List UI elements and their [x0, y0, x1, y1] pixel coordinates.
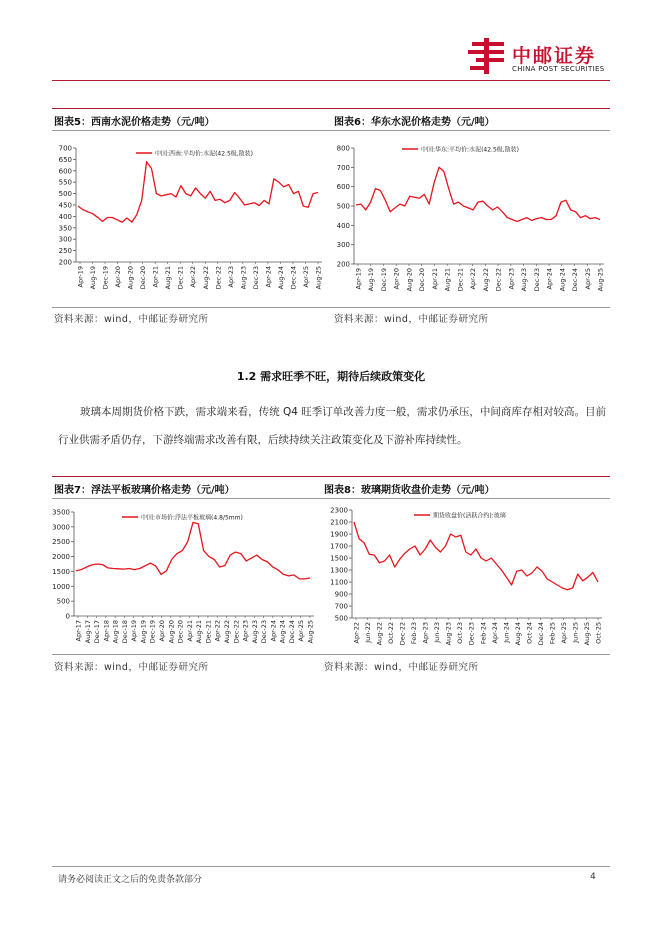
x-tick-label: Dec-24 [287, 620, 296, 644]
logo-en-text: CHINA POST SECURITIES [512, 65, 605, 73]
x-tick-label: Aug-25 [596, 268, 605, 292]
x-tick-label: Dec-23 [467, 622, 476, 646]
x-tick-label: Dec-21 [176, 266, 185, 290]
fig-row1-title-rule [52, 130, 610, 131]
x-tick-label: Dec-18 [120, 620, 129, 644]
legend-label: 期货收盘价(活跃合约):玻璃 [433, 512, 506, 520]
x-tick-label: Feb-24 [479, 622, 488, 645]
x-tick-label: Aug-22 [481, 268, 490, 292]
legend-label: 中国:华东:平均价:水泥(42.5级,散装) [421, 146, 520, 154]
y-tick-label: 1500 [52, 567, 70, 576]
x-tick-label: Feb-23 [410, 622, 419, 645]
fig-row1-bottom-rule [52, 307, 610, 308]
x-tick-label: Dec-21 [456, 268, 465, 292]
x-tick-label: Aug-24 [276, 266, 285, 290]
y-tick-label: 3000 [52, 523, 70, 532]
y-tick-label: 1000 [52, 582, 70, 591]
x-tick-label: Dec-17 [93, 620, 102, 644]
x-tick-label: Dec-22 [232, 620, 241, 644]
x-tick-label: Aug-17 [83, 620, 92, 644]
x-tick-label: Aug-24 [278, 620, 287, 644]
company-logo [468, 38, 618, 78]
y-tick-label: 2500 [52, 538, 70, 547]
fig-row2-title-rule [52, 498, 610, 499]
x-tick-label: Apr-25 [583, 268, 592, 290]
x-tick-label: Aug-21 [195, 620, 204, 644]
y-tick-label: 400 [58, 212, 72, 221]
x-tick-label: Aug-21 [164, 266, 173, 290]
x-tick-label: Apr-24 [264, 266, 273, 288]
x-tick-label: Apr-24 [545, 268, 554, 290]
fig-row2-top-rule [52, 476, 610, 477]
y-tick-label: 1700 [330, 542, 348, 551]
x-tick-label: Aug-18 [111, 620, 120, 644]
x-tick-label: Aug-22 [222, 620, 231, 644]
x-tick-label: Dec-19 [379, 268, 388, 292]
y-tick-label: 800 [336, 144, 350, 153]
x-tick-label: Oct-25 [594, 622, 603, 644]
series-line [78, 162, 318, 222]
y-tick-label: 1900 [330, 530, 348, 539]
x-tick-label: Dec-20 [139, 266, 148, 290]
x-tick-label: Aug-20 [126, 266, 135, 290]
x-tick-label: Aug-23 [520, 268, 529, 292]
x-tick-label: Oct-23 [456, 622, 465, 644]
x-tick-label: Oct-24 [525, 622, 534, 644]
y-tick-label: 400 [336, 221, 350, 230]
y-tick-label: 300 [58, 235, 72, 244]
fig-row2-bottom-rule [52, 654, 610, 655]
x-tick-label: Apr-17 [74, 620, 83, 642]
fig6-source: 资料来源：wind，中邮证券研究所 [334, 314, 489, 325]
x-tick-label: Aug-23 [250, 620, 259, 644]
x-tick-label: Apr-23 [226, 266, 235, 288]
x-tick-label: Dec-22 [214, 266, 223, 290]
x-tick-label: Aug-25 [306, 620, 315, 644]
y-tick-label: 1300 [330, 566, 348, 575]
x-tick-label: Aug-24 [513, 622, 522, 646]
x-tick-label: Dec-23 [532, 268, 541, 292]
x-tick-label: Dec-23 [260, 620, 269, 644]
fig7-source: 资料来源：wind，中邮证券研究所 [54, 662, 209, 673]
y-tick-label: 1100 [330, 578, 348, 587]
x-tick-label: Dec-23 [251, 266, 260, 290]
y-tick-label: 2000 [52, 553, 70, 562]
x-tick-label: Aug-19 [367, 268, 376, 292]
x-tick-label: Dec-24 [289, 266, 298, 290]
series-line [356, 167, 600, 221]
x-tick-label: Apr-25 [559, 622, 568, 644]
fig7-chart [52, 504, 322, 652]
x-tick-label: Apr-21 [430, 268, 439, 290]
y-tick-label: 500 [56, 597, 70, 606]
y-tick-label: 500 [58, 190, 72, 199]
x-tick-label: Jun-24 [502, 622, 511, 643]
x-tick-label: Jun-22 [364, 622, 373, 643]
x-tick-label: Jun-25 [571, 622, 580, 643]
series-line [354, 522, 598, 590]
x-tick-label: Apr-25 [301, 266, 310, 288]
x-tick-label: Apr-21 [185, 620, 194, 642]
y-tick-label: 550 [58, 178, 72, 187]
x-tick-label: Apr-18 [102, 620, 111, 642]
x-tick-label: Apr-19 [354, 268, 363, 290]
y-tick-label: 250 [58, 247, 72, 256]
paragraph-text: 玻璃本周期货价格下跌，需求端来看，传统 Q4 旺季订单改善力度一般，需求仍承压，中间商库存相对较高。目前行业供需矛盾仍存，下游终端需求改善有限，后续持续关注政策变化及下游补库持续性。 [58, 406, 606, 446]
y-tick-label: 700 [58, 144, 72, 153]
fig5-title: 图表5：西南水泥价格走势（元/吨） [54, 117, 215, 128]
y-tick-label: 600 [336, 183, 350, 192]
y-tick-label: 600 [58, 167, 72, 176]
x-tick-label: Aug-19 [89, 266, 98, 290]
x-tick-label: Dec-24 [571, 268, 580, 292]
y-tick-label: 200 [58, 258, 72, 267]
x-tick-label: Apr-20 [158, 620, 167, 642]
footer-disclaimer: 请务必阅读正文之后的免责条款部分 [58, 875, 203, 885]
y-tick-label: 900 [334, 590, 348, 599]
x-tick-label: Jun-23 [433, 622, 442, 643]
y-tick-label: 2100 [330, 518, 348, 527]
section-heading: 1.2 需求旺季不旺，期待后续政策变化 [236, 370, 426, 383]
fig7-title: 图表7：浮法平板玻璃价格走势（元/吨） [54, 485, 235, 496]
page-number: 4 [590, 872, 596, 882]
y-tick-label: 300 [336, 241, 350, 250]
x-tick-label: Aug-21 [443, 268, 452, 292]
fig8-title: 图表8：玻璃期货收盘价走势（元/吨） [324, 485, 495, 496]
x-tick-label: Apr-22 [469, 268, 478, 290]
x-tick-label: Apr-23 [241, 620, 250, 642]
x-tick-label: Apr-25 [297, 620, 306, 642]
x-tick-label: Aug-22 [375, 622, 384, 646]
x-tick-label: Oct-22 [387, 622, 396, 644]
x-tick-label: Apr-20 [392, 268, 401, 290]
x-tick-label: Aug-25 [314, 266, 323, 290]
x-tick-label: Apr-22 [213, 620, 222, 642]
x-tick-label: Dec-24 [536, 622, 545, 646]
x-tick-label: Apr-23 [507, 268, 516, 290]
fig6-chart [332, 138, 610, 300]
y-tick-label: 0 [65, 612, 70, 621]
x-tick-label: Feb-25 [548, 622, 557, 645]
x-tick-label: Dec-22 [494, 268, 503, 292]
x-tick-label: Apr-24 [269, 620, 278, 642]
logo-cn-text: 中邮证券 [512, 45, 597, 67]
fig8-chart [324, 504, 610, 652]
y-tick-label: 700 [336, 163, 350, 172]
legend-label: 中国:西南:平均价:水泥(42.5级,散装) [155, 150, 254, 158]
fig6-title: 图表6：华东水泥价格走势（元/吨） [334, 117, 495, 128]
x-tick-label: Apr-23 [421, 622, 430, 644]
x-tick-label: Aug-20 [167, 620, 176, 644]
y-tick-label: 3500 [52, 508, 70, 517]
fig5-source: 资料来源：wind，中邮证券研究所 [54, 314, 209, 325]
x-tick-label: Aug-24 [558, 268, 567, 292]
x-tick-label: Aug-20 [405, 268, 414, 292]
x-tick-label: Aug-23 [239, 266, 248, 290]
x-tick-label: Aug-23 [444, 622, 453, 646]
y-tick-label: 500 [334, 614, 348, 623]
x-tick-label: Dec-20 [176, 620, 185, 644]
y-tick-label: 500 [336, 202, 350, 211]
x-tick-label: Apr-24 [490, 622, 499, 644]
y-tick-label: 650 [58, 155, 72, 164]
x-tick-label: Dec-20 [418, 268, 427, 292]
y-tick-label: 200 [336, 260, 350, 269]
x-tick-label: Aug-25 [582, 622, 591, 646]
x-tick-label: Aug-19 [139, 620, 148, 644]
y-tick-label: 350 [58, 224, 72, 233]
fig8-source: 资料来源：wind，中邮证券研究所 [324, 662, 479, 673]
legend-label: 中国:市场价:浮法平板玻璃(4.8/5mm) [141, 514, 243, 522]
x-tick-label: Apr-19 [76, 266, 85, 288]
x-tick-label: Apr-19 [130, 620, 139, 642]
x-tick-label: Apr-22 [352, 622, 361, 644]
x-tick-label: Dec-22 [398, 622, 407, 646]
series-line [76, 522, 310, 579]
fig5-chart [52, 138, 330, 300]
fig-row1-top-rule [52, 108, 610, 109]
y-tick-label: 700 [334, 602, 348, 611]
header-rule [52, 80, 610, 81]
body-paragraph [58, 398, 606, 454]
y-tick-label: 1500 [330, 554, 348, 563]
x-tick-label: Apr-20 [114, 266, 123, 288]
x-tick-label: Apr-22 [189, 266, 198, 288]
logo-mark-icon [468, 38, 508, 74]
x-tick-label: Aug-22 [201, 266, 210, 290]
footer-rule [52, 866, 610, 867]
x-tick-label: Apr-21 [151, 266, 160, 288]
x-tick-label: Dec-19 [148, 620, 157, 644]
x-tick-label: Dec-21 [204, 620, 213, 644]
x-tick-label: Dec-19 [101, 266, 110, 290]
y-tick-label: 450 [58, 201, 72, 210]
y-tick-label: 2300 [330, 506, 348, 515]
